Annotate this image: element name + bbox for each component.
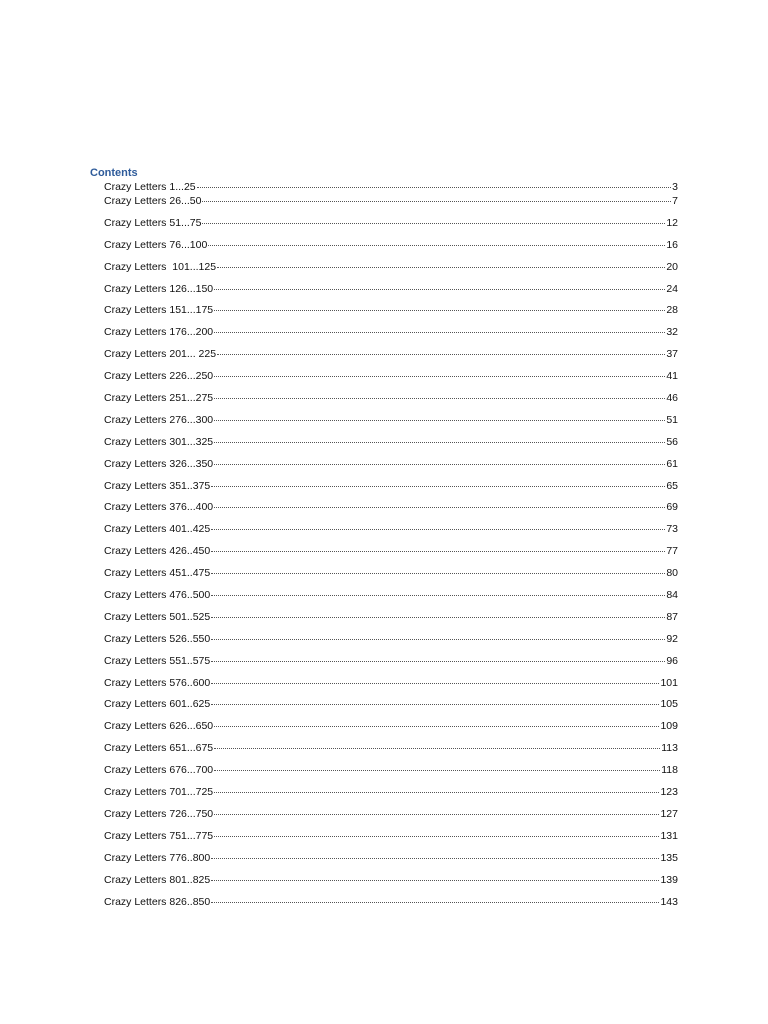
- toc-entry-page-number: 118: [661, 764, 678, 777]
- toc-entry-page-number: 73: [666, 523, 678, 536]
- dot-leader: [214, 441, 665, 443]
- dot-leader: [211, 572, 665, 574]
- toc-entry-page-number: 28: [666, 304, 678, 317]
- toc-entry-page-number: 143: [660, 895, 678, 908]
- toc-entry-title: Crazy Letters 626...650: [104, 720, 214, 733]
- toc-entry-page-number: 69: [666, 501, 678, 514]
- toc-entry-title: Crazy Letters 576..600: [104, 676, 211, 689]
- toc-entry[interactable]: [90, 239, 678, 261]
- toc-entry[interactable]: [90, 392, 678, 414]
- toc-entry[interactable]: [90, 808, 678, 830]
- toc-entry-page-number: 96: [666, 654, 678, 667]
- dot-leader: [214, 791, 659, 793]
- toc-entry[interactable]: [90, 589, 678, 611]
- toc-entry-page-number: 65: [666, 479, 678, 492]
- toc-entry-page-number: 61: [666, 457, 678, 470]
- dot-leader: [214, 769, 660, 771]
- toc-entry-page-number: 16: [666, 238, 678, 251]
- toc-entry[interactable]: [90, 283, 678, 305]
- toc-entry[interactable]: [90, 786, 678, 808]
- toc-entry-title: Crazy Letters 701...725: [104, 786, 214, 799]
- toc-entry[interactable]: [90, 181, 678, 195]
- toc-entry-title: Crazy Letters 326...350: [104, 457, 214, 470]
- dot-leader: [211, 682, 659, 684]
- toc-entry-title: Crazy Letters 551..575: [104, 654, 211, 667]
- dot-leader: [214, 725, 659, 727]
- toc-entry-page-number: 24: [666, 282, 678, 295]
- toc-heading: Contents: [90, 167, 138, 179]
- toc-entry-title: Crazy Letters 76...100: [104, 238, 208, 251]
- dot-leader: [197, 186, 672, 188]
- toc-entry-page-number: 46: [666, 392, 678, 405]
- toc-entry[interactable]: [90, 195, 678, 217]
- toc-entry-page-number: 51: [666, 413, 678, 426]
- toc-entry-page-number: 41: [666, 370, 678, 383]
- dot-leader: [208, 244, 665, 246]
- toc-entry-title: Crazy Letters 826..850: [104, 895, 211, 908]
- toc-entry-page-number: 109: [660, 720, 678, 733]
- toc-entry-title: Crazy Letters 776..800: [104, 851, 211, 864]
- toc-entry-page-number: 3: [672, 181, 678, 193]
- dot-leader: [211, 660, 665, 662]
- dot-leader: [211, 594, 665, 596]
- toc-entry-title: Crazy Letters 126...150: [104, 282, 214, 295]
- toc-entry[interactable]: [90, 830, 678, 852]
- dot-leader: [202, 222, 665, 224]
- toc-entry-page-number: 32: [666, 326, 678, 339]
- toc-entry-title: Crazy Letters 251...275: [104, 392, 214, 405]
- toc-entry[interactable]: [90, 523, 678, 545]
- toc-entry-title: Crazy Letters 276...300: [104, 413, 214, 426]
- toc-entry[interactable]: [90, 567, 678, 589]
- toc-entry[interactable]: [90, 370, 678, 392]
- toc-entry[interactable]: [90, 852, 678, 874]
- toc-entry-title: Crazy Letters 801..825: [104, 873, 211, 886]
- toc-entry-title: Crazy Letters 226...250: [104, 370, 214, 383]
- toc-entry-title: Crazy Letters 751...775: [104, 829, 214, 842]
- toc-entry-page-number: 56: [666, 435, 678, 448]
- toc-entry-page-number: 131: [660, 829, 678, 842]
- dot-leader: [211, 485, 665, 487]
- toc-entry-page-number: 92: [666, 632, 678, 645]
- toc-entry[interactable]: [90, 348, 678, 370]
- toc-entry-title: Crazy Letters 301...325: [104, 435, 214, 448]
- toc-entry-title: Crazy Letters 526..550: [104, 632, 211, 645]
- toc-entry-title: Crazy Letters 676...700: [104, 764, 214, 777]
- toc-entry[interactable]: [90, 458, 678, 480]
- toc-entry-title: Crazy Letters 426..450: [104, 545, 211, 558]
- toc-entry-page-number: 37: [666, 348, 678, 361]
- dot-leader: [211, 703, 659, 705]
- toc-list: [90, 181, 678, 917]
- toc-entry[interactable]: [90, 326, 678, 348]
- toc-entry-title: Crazy Letters 376...400: [104, 501, 214, 514]
- toc-entry[interactable]: [90, 545, 678, 567]
- dot-leader: [214, 813, 659, 815]
- toc-entry-page-number: 84: [666, 589, 678, 602]
- toc-entry-title: Crazy Letters 1...25: [104, 181, 196, 193]
- toc-entry-title: Crazy Letters 726...750: [104, 807, 214, 820]
- toc-entry-title: Crazy Letters 401..425: [104, 523, 211, 536]
- dot-leader: [214, 506, 665, 508]
- toc-entry[interactable]: [90, 436, 678, 458]
- toc-entry[interactable]: [90, 633, 678, 655]
- toc-entry[interactable]: [90, 720, 678, 742]
- dot-leader: [214, 835, 659, 837]
- toc-entry-page-number: 80: [666, 567, 678, 580]
- dot-leader: [217, 266, 665, 268]
- dot-leader: [217, 353, 665, 355]
- dot-leader: [214, 747, 660, 749]
- toc-entry[interactable]: [90, 217, 678, 239]
- toc-entry-page-number: 105: [660, 698, 678, 711]
- toc-entry-title: Crazy Letters 501..525: [104, 610, 211, 623]
- dot-leader: [214, 309, 665, 311]
- toc-entry-title: Crazy Letters 601..625: [104, 698, 211, 711]
- dot-leader: [214, 419, 665, 421]
- toc-entry[interactable]: [90, 677, 678, 699]
- toc-entry-page-number: 77: [666, 545, 678, 558]
- toc-entry-title: Crazy Letters 201... 225: [104, 348, 217, 361]
- dot-leader: [211, 879, 659, 881]
- dot-leader: [211, 616, 665, 618]
- toc-entry-title: Crazy Letters 51...75: [104, 216, 202, 229]
- dot-leader: [211, 901, 659, 903]
- dot-leader: [214, 331, 665, 333]
- toc-entry[interactable]: [90, 764, 678, 786]
- dot-leader: [202, 200, 671, 202]
- dot-leader: [214, 463, 665, 465]
- toc-entry[interactable]: [90, 261, 678, 283]
- toc-entry[interactable]: [90, 611, 678, 633]
- toc-entry-page-number: 135: [660, 851, 678, 864]
- toc-entry[interactable]: [90, 304, 678, 326]
- toc-entry-page-number: 127: [660, 807, 678, 820]
- toc-entry-page-number: 87: [666, 610, 678, 623]
- toc-entry-title: Crazy Letters 651...675: [104, 742, 214, 755]
- toc-entry-page-number: 139: [660, 873, 678, 886]
- toc-entry[interactable]: [90, 501, 678, 523]
- table-of-contents: [90, 166, 678, 917]
- dot-leader: [214, 397, 665, 399]
- toc-entry[interactable]: [90, 655, 678, 677]
- dot-leader: [214, 375, 665, 377]
- toc-entry-title: Crazy Letters 476..500: [104, 589, 211, 602]
- toc-entry[interactable]: [90, 874, 678, 896]
- dot-leader: [211, 638, 665, 640]
- toc-entry[interactable]: [90, 414, 678, 436]
- toc-entry-page-number: 20: [666, 260, 678, 273]
- dot-leader: [211, 550, 665, 552]
- toc-entry-page-number: 7: [672, 195, 678, 207]
- toc-entry-page-number: 101: [660, 676, 678, 689]
- dot-leader: [214, 288, 665, 290]
- toc-entry[interactable]: [90, 480, 678, 502]
- toc-entry-page-number: 123: [660, 786, 678, 799]
- toc-entry-title: Crazy Letters 101...125: [104, 260, 217, 273]
- toc-entry-title: Crazy Letters 451..475: [104, 567, 211, 580]
- toc-entry-title: Crazy Letters 176...200: [104, 326, 214, 339]
- toc-entry[interactable]: [90, 698, 678, 720]
- toc-entry-title: Crazy Letters 26...50: [104, 195, 202, 207]
- dot-leader: [211, 528, 665, 530]
- toc-entry-page-number: 113: [661, 742, 678, 755]
- toc-entry-title: Crazy Letters 351..375: [104, 479, 211, 492]
- toc-entry-title: Crazy Letters 151...175: [104, 304, 214, 317]
- toc-entry[interactable]: [90, 896, 678, 918]
- toc-entry-page-number: 12: [666, 216, 678, 229]
- toc-entry[interactable]: [90, 742, 678, 764]
- dot-leader: [211, 857, 659, 859]
